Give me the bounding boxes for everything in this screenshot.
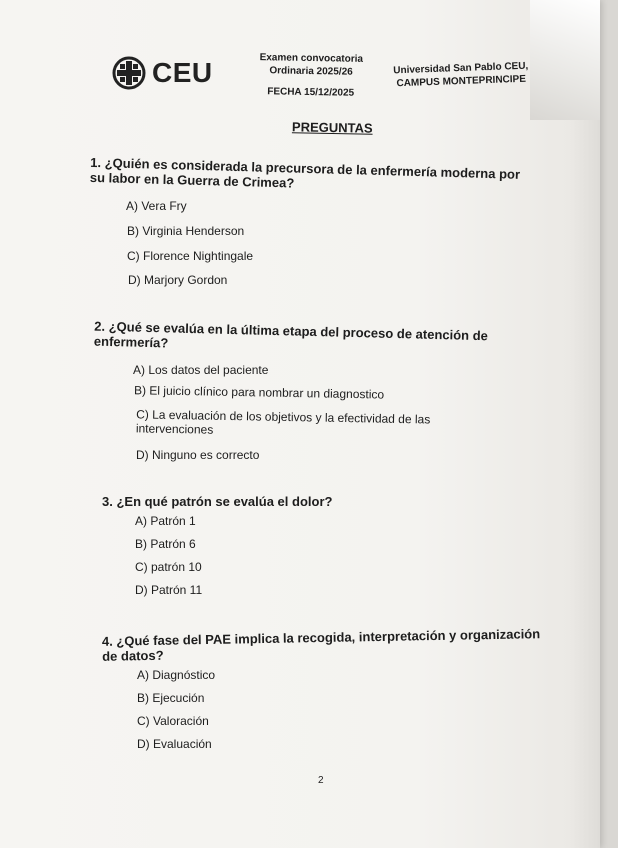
page-number: 2 [318, 775, 324, 786]
exam-info [256, 51, 367, 100]
exam-line-2: Ordinaria 2025/26 [269, 65, 353, 78]
question-4: 4. ¿Qué fase del PAE implica la recogida, interpretación y organización de datos? [101, 626, 541, 664]
question-3-option-d: D) Patrón 11 [135, 583, 203, 597]
section-title: PREGUNTAS [291, 119, 373, 136]
university-info [388, 59, 535, 90]
question-3: 3. ¿En qué patrón se evalúa el dolor? [102, 494, 333, 509]
question-1-option-c: C) Florence Nightingale [127, 249, 254, 263]
question-2: 2. ¿Qué se evalúa en la última etapa del proceso de atención de enfermería? [93, 318, 489, 351]
question-1-option-d: D) Marjory Gordon [128, 273, 228, 287]
question-1: 1. ¿Quién es considerada la precursora de la enfermería moderna por su labor en la Guerra de Crimea? [89, 154, 521, 191]
question-1-option-b: B) Virginia Henderson [127, 224, 245, 238]
question-4-option-b: B) Ejecución [137, 691, 205, 705]
question-3-option-a: A) Patrón 1 [135, 514, 196, 528]
question-2-option-a: A) Los datos del paciente [133, 363, 269, 377]
folded-corner [530, 0, 600, 120]
question-4-option-c: C) Valoración [137, 714, 209, 728]
university-line-1: Universidad San Pablo CEU, [393, 60, 529, 77]
exam-date: FECHA 15/12/2025 [267, 86, 355, 99]
question-4-option-d: D) Evaluación [137, 737, 212, 751]
question-3-option-b: B) Patrón 6 [135, 537, 196, 551]
logo-text: CEU [152, 57, 213, 88]
question-1-option-a: A) Vera Fry [126, 199, 187, 213]
exam-line-1: Examen convocatoria [259, 52, 364, 65]
question-2-option-c: C) La evaluación de los objetivos y la efectividad de las intervenciones [135, 407, 431, 437]
question-3-option-c: C) patrón 10 [135, 560, 202, 574]
university-line-2: CAMPUS MONTEPRINCIPE [396, 73, 527, 90]
question-2-option-d: D) Ninguno es correcto [136, 448, 260, 462]
ceu-logo [112, 56, 213, 90]
question-4-option-a: A) Diagnóstico [137, 668, 216, 682]
ceu-cross-icon [112, 56, 146, 90]
question-2-option-b: B) El juicio clínico para nombrar un diagnostico [133, 383, 385, 402]
